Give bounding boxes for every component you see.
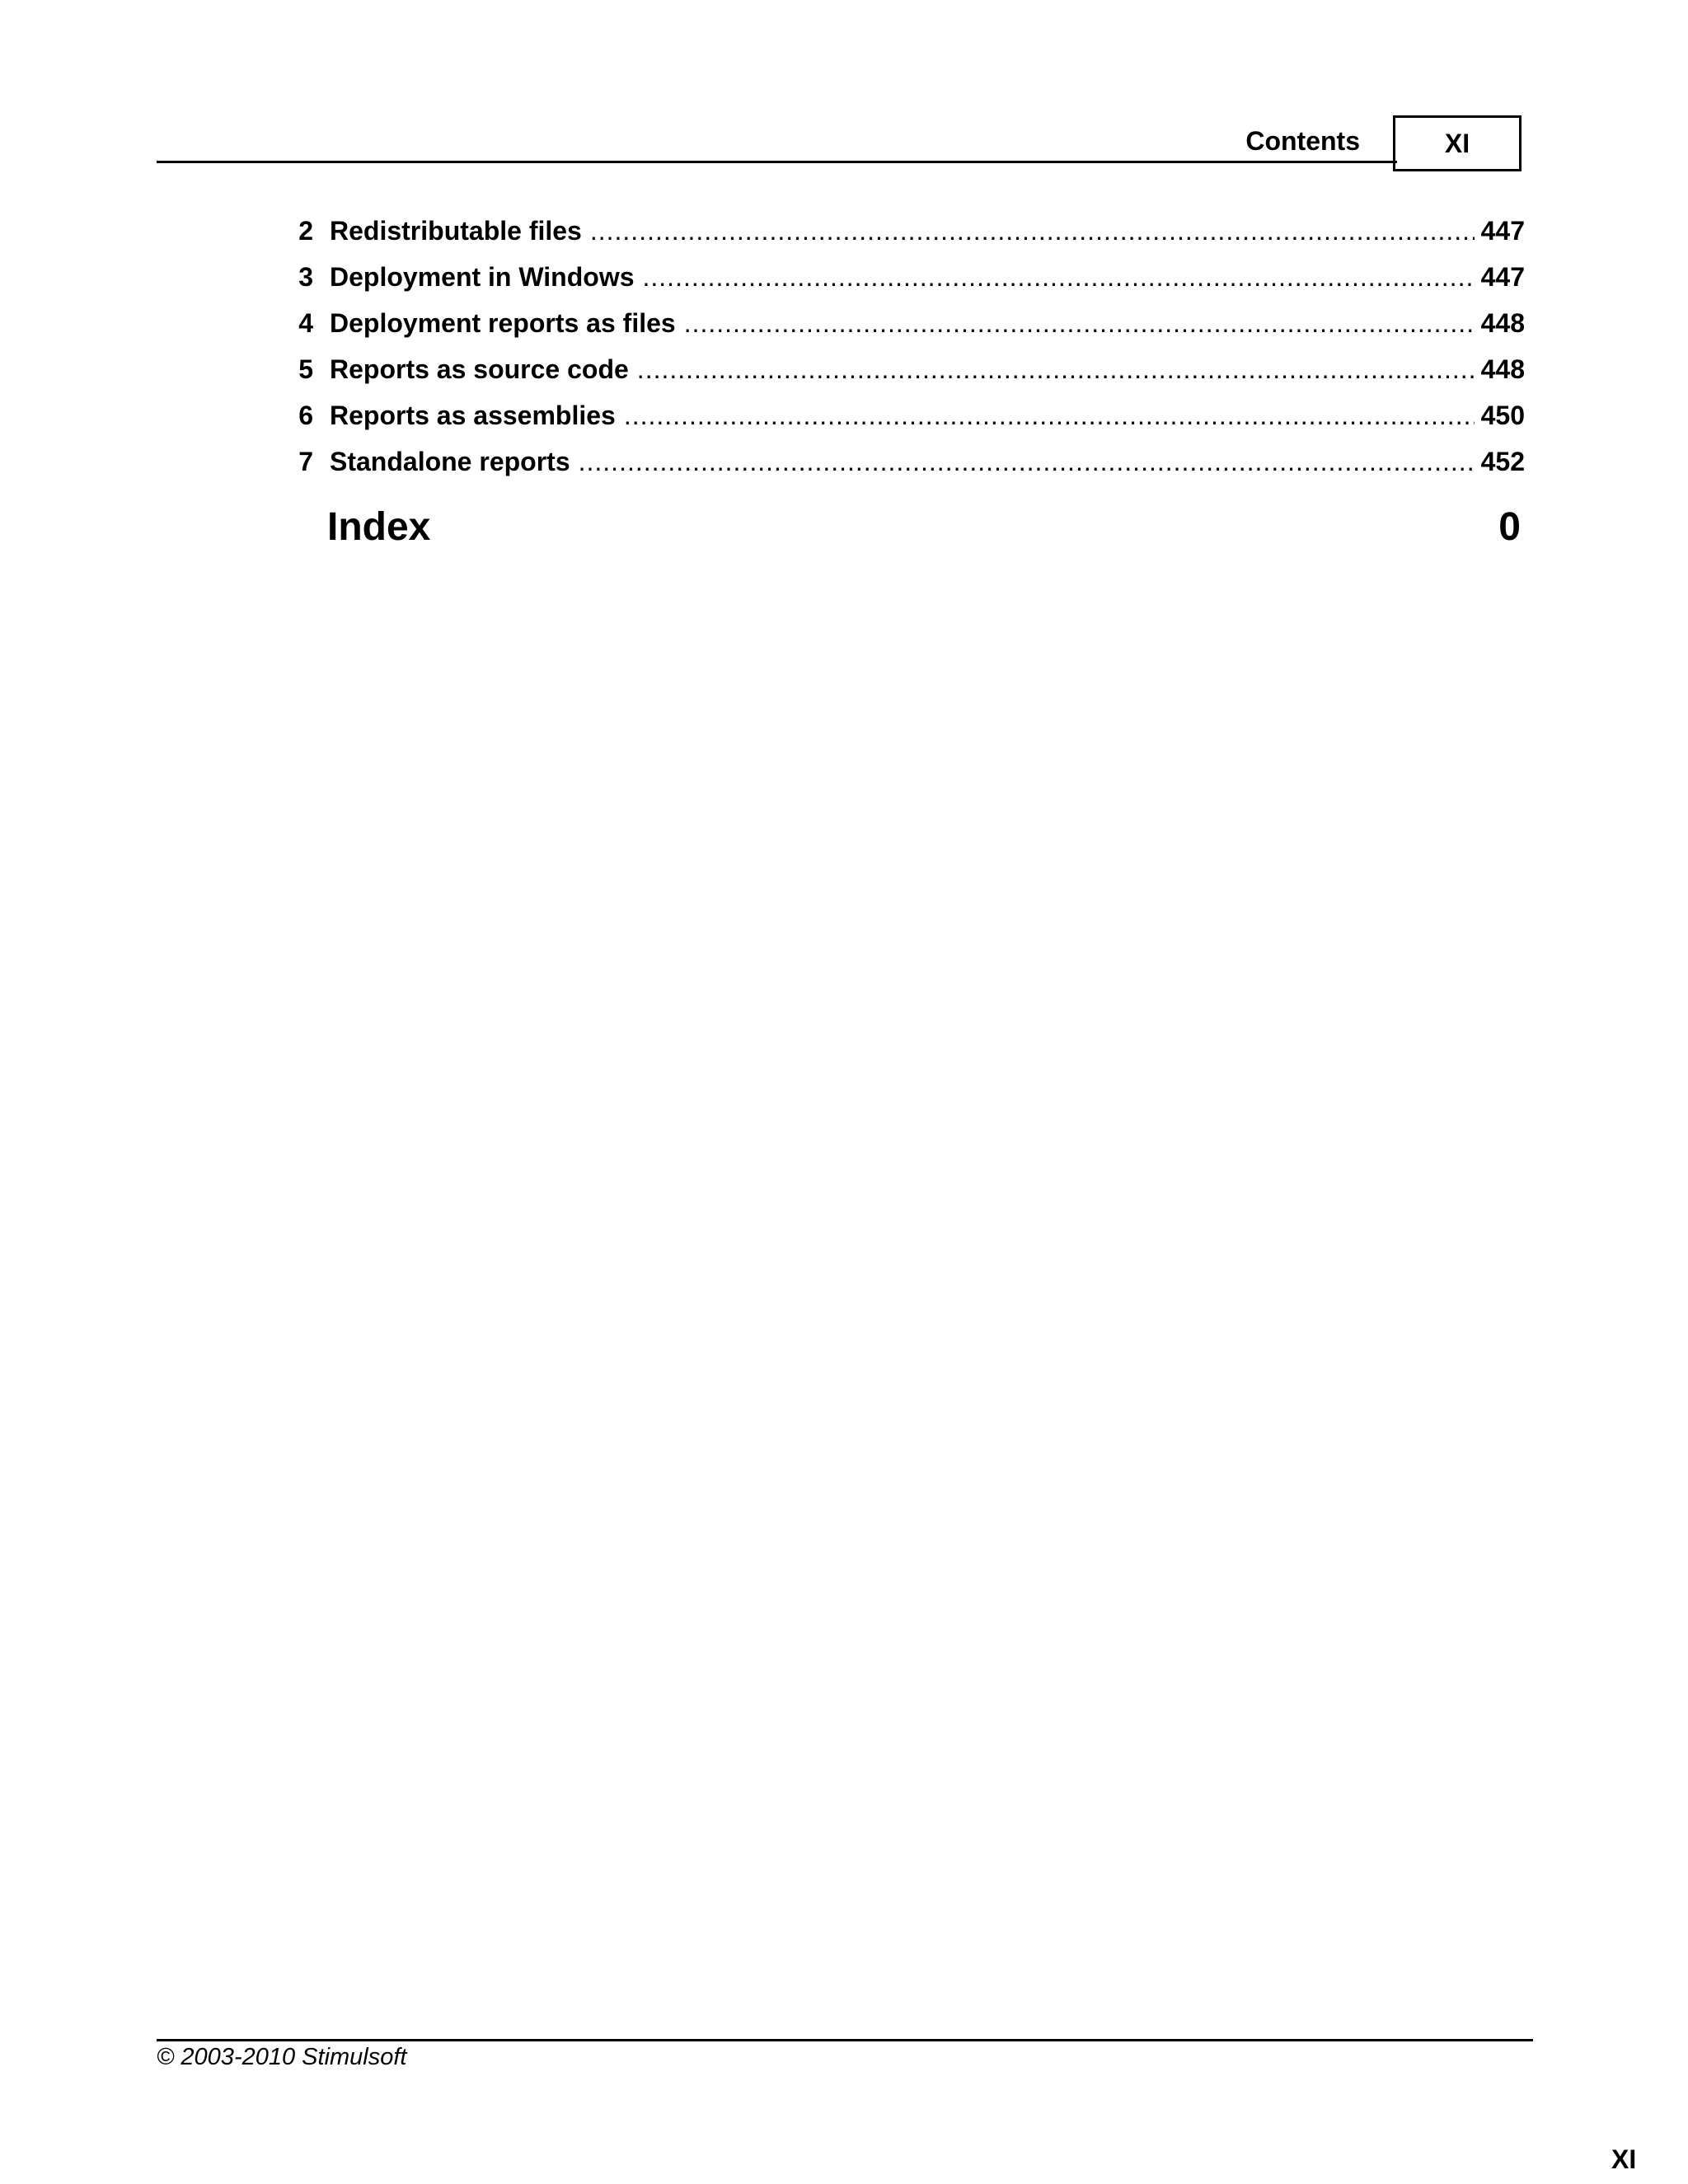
toc-entry-title: Reports as assemblies [330, 401, 616, 430]
toc-entry-number: 4 [298, 308, 313, 338]
toc-entry-page: 447 [1480, 216, 1525, 246]
toc-entry-title: Redistributable files [330, 216, 582, 246]
toc-entry-title: Reports as source code [330, 354, 629, 384]
table-of-contents [280, 214, 1525, 491]
toc-entry[interactable] [280, 353, 1525, 399]
toc-entry[interactable] [280, 307, 1525, 353]
footer-copyright: © 2003-2010 Stimulsoft [157, 2044, 407, 2070]
toc-entry[interactable] [280, 399, 1525, 445]
toc-entry-title: Standalone reports [330, 447, 570, 476]
toc-entry-page: 448 [1480, 354, 1525, 384]
toc-entry-number: 2 [298, 216, 313, 246]
dot-leader [637, 353, 1475, 386]
toc-entry[interactable] [280, 445, 1525, 491]
dot-leader [624, 399, 1475, 432]
toc-entry[interactable] [280, 260, 1525, 307]
toc-entry-title: Deployment reports as files [330, 308, 676, 338]
toc-index-entry[interactable] [327, 504, 1521, 551]
dot-leader [684, 307, 1475, 340]
toc-entry-page: 452 [1480, 447, 1525, 476]
toc-entry-number: 5 [298, 354, 313, 384]
footer-rule [157, 2039, 1533, 2041]
dot-leader [579, 445, 1475, 478]
dot-leader [590, 214, 1475, 247]
header-rule [157, 161, 1397, 163]
toc-entry-number: 6 [298, 401, 313, 430]
toc-entry-page: 447 [1480, 262, 1525, 292]
dot-leader [643, 260, 1475, 293]
toc-entry[interactable] [280, 214, 1525, 260]
toc-entry-page: 450 [1480, 401, 1525, 430]
toc-entry-page: 448 [1480, 308, 1525, 338]
header-page-box: XI [1393, 115, 1522, 171]
toc-entry-title: Deployment in Windows [330, 262, 635, 292]
toc-entry-number: 3 [298, 262, 313, 292]
index-page: 0 [1498, 505, 1521, 549]
running-header-title: Contents [1245, 126, 1360, 156]
index-title: Index [327, 505, 431, 549]
page-number: XI [1611, 2144, 1637, 2174]
toc-entry-number: 7 [298, 447, 313, 476]
